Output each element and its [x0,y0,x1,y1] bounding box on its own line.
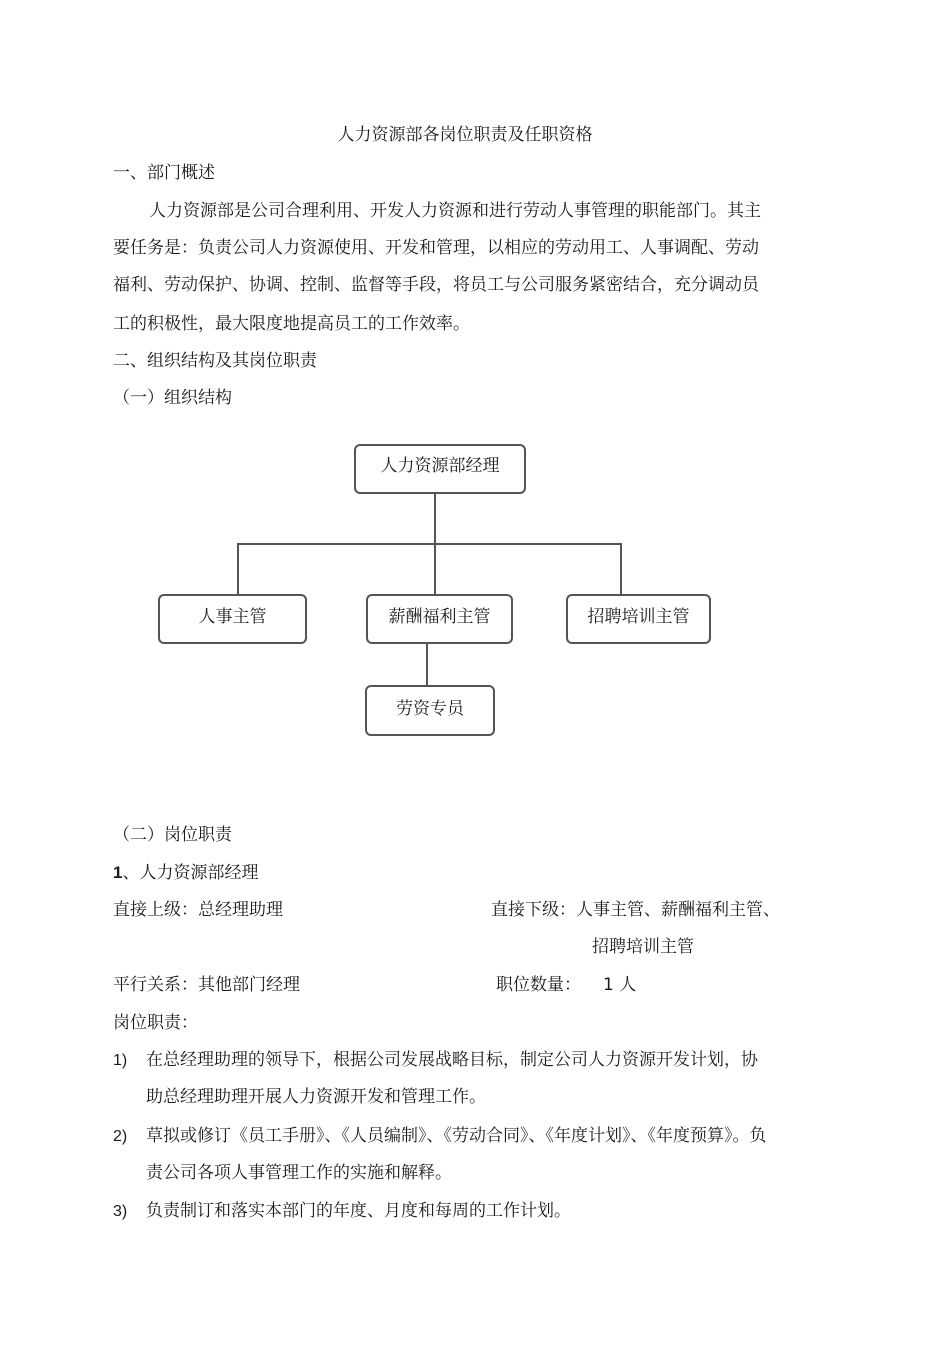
section2-heading: 二、组织结构及其岗位职责 [113,351,317,371]
subsection-org-structure: （一）组织结构 [113,388,232,408]
duty-1-line-1: 在总经理助理的领导下，根据公司发展战略目标，制定公司人力资源开发计划，协 [146,1050,758,1070]
section1-line-4: 工的积极性，最大限度地提高员工的工作效率。 [113,314,470,334]
duty-3-line-1: 负责制订和落实本部门的年度、月度和每周的工作计划。 [146,1201,571,1221]
post1-parallel-relation: 平行关系：其他部门经理 [113,975,300,995]
post1-heading [113,862,258,884]
post1-position-count-label: 职位数量： [496,975,581,995]
post1-duties-label: 岗位职责： [113,1013,198,1033]
connector-left-drop [237,543,239,595]
section1-heading: 一、部门概述 [113,163,215,183]
connector-middle-drop [434,543,436,595]
post1-direct-superior: 直接上级：总经理助理 [113,900,283,920]
duty-1-number: 1) [113,1052,128,1069]
org-box-personnel-supervisor-label: 人事主管 [198,606,267,627]
duty-2-line-2: 责公司各项人事管理工作的实施和解释。 [146,1163,452,1183]
org-box-hr-manager [354,444,526,494]
section1-line-2: 要任务是：负责公司人力资源使用、开发和管理，以相应的劳动用工、人事调配、劳动 [113,238,759,258]
duty-1-line-2: 助总经理助理开展人力资源开发和管理工作。 [146,1087,486,1107]
org-box-labor-specialist [365,685,495,736]
post1-position-count-value: 1 人 [603,975,637,995]
connector-right-drop [620,543,622,595]
post1-direct-subordinate-line-1: 直接下级：人事主管、薪酬福利主管、 [491,900,780,920]
document-title: 人力资源部各岗位职责及任职资格 [337,125,593,145]
org-box-personnel-supervisor [158,594,307,644]
post1-heading-number: 1 [113,863,123,882]
section1-line-3: 福利、劳动保护、协调、控制、监督等手段，将员工与公司服务紧密结合，充分调动员 [113,275,759,295]
org-box-hr-manager-label: 人力资源部经理 [380,455,500,476]
org-box-recruitment-supervisor [566,594,711,644]
duty-2-line-1: 草拟或修订《员工手册》、《人员编制》、《劳动合同》、《年度计划》、《年度预算》。负 [146,1126,767,1146]
section1-line-1: 人力资源部是公司合理利用、开发人力资源和进行劳动人事管理的职能部门。其主 [149,201,761,221]
org-box-compensation-supervisor-label: 薪酬福利主管 [388,606,491,627]
connector-top-vertical [434,493,436,544]
post1-direct-subordinate-line-2: 招聘培训主管 [592,937,694,957]
duty-2-number: 2) [113,1128,128,1145]
subsection-post-duties: （二）岗位职责 [113,825,232,845]
org-box-compensation-supervisor [366,594,513,644]
connector-horizontal [237,543,622,545]
duty-3-number: 3) [113,1203,128,1220]
org-box-labor-specialist-label: 劳资专员 [396,699,464,719]
org-box-recruitment-supervisor-label: 招聘培训主管 [587,606,690,627]
connector-bottom-vertical [426,643,428,686]
post1-heading-text: 、人力资源部经理 [122,863,259,883]
